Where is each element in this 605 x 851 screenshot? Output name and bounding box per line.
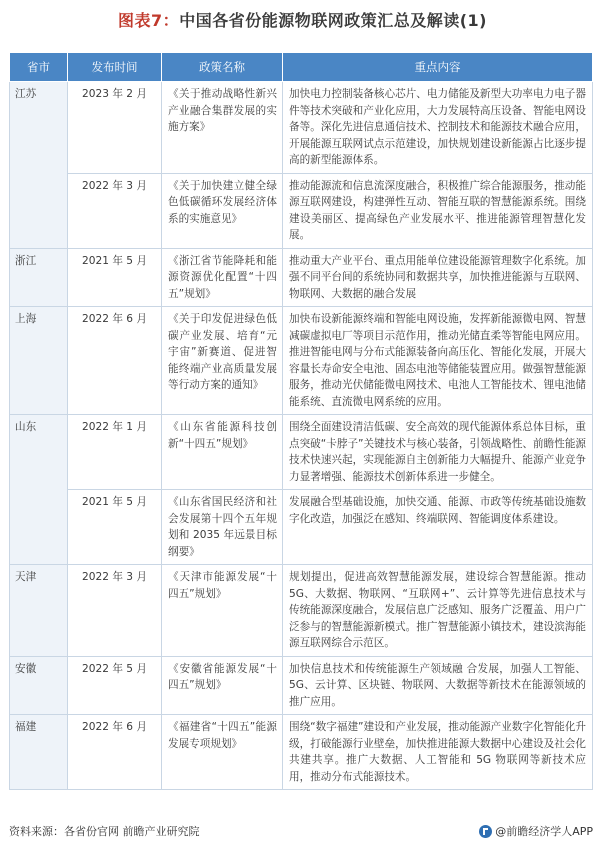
date-cell: 2021 年 5 月 [68, 248, 162, 307]
figure-title-text: 中国各省份能源物联网政策汇总及解读(1) [179, 11, 487, 30]
brand-text: @前瞻经济学人APP [495, 825, 593, 838]
content-cell: 加快布设新能源终端和智能电网设施，发挥新能源微电网、智慧减碳虚拟电厂等项目示范作用，推动光储直柔等智能电网应用。推进智能电网与分布式能源装备向高压化、智能化发展，开展大容量长寿命安全电池、固态电池等储能装置应用。做强智慧能源服务，推动光伏储能微电网技术、电池人工智能技术、锂电池储能系统、直流微电网系统的应用。 [283, 307, 593, 415]
province-cell: 山东 [10, 415, 68, 565]
date-cell: 2023 年 2 月 [68, 82, 162, 174]
table-header-row [10, 53, 593, 82]
content-cell: 围绕“数字福建”建设和产业发展，推动能源产业数字化智能化升级，打破能源行业壁垒，加快推进能源大数据中心建设及社会化共建共享。推广大数据、人工智能和 5G 物联网等新技术应用，推动分布式能源技术。 [283, 715, 593, 790]
table-row [10, 82, 593, 174]
table-row [10, 415, 593, 490]
province-cell: 安徽 [10, 656, 68, 715]
table-row [10, 565, 593, 657]
province-cell: 江苏 [10, 82, 68, 249]
figure-title [0, 8, 605, 31]
brand-credit [479, 823, 593, 839]
content-cell: 加快信息技术和传统能源生产领域融 合发展，加强人工智能、5G、云计算、区块链、物联网、大数据等新技术在能源领域的推广应用。 [283, 656, 593, 715]
province-cell: 天津 [10, 565, 68, 657]
table-row [10, 248, 593, 307]
table-row [10, 656, 593, 715]
date-cell: 2022 年 5 月 [68, 656, 162, 715]
header-date: 发布时间 [68, 53, 162, 82]
policy-name-cell: 《关于推动战略性新兴产业融合集群发展的实施方案》 [162, 82, 283, 174]
header-policy: 政策名称 [162, 53, 283, 82]
date-cell: 2022 年 3 月 [68, 565, 162, 657]
header-province: 省市 [10, 53, 68, 82]
policy-name-cell: 《关于印发促进绿色低碳产业发展、培育“元宇宙”新赛道、促进智能终端产业高质量发展等行动方案的通知》 [162, 307, 283, 415]
policy-table [9, 52, 593, 790]
source-note: 资料来源：各省份官网 前瞻产业研究院 [9, 825, 200, 838]
date-cell: 2022 年 1 月 [68, 415, 162, 490]
table-row [10, 715, 593, 790]
policy-name-cell: 《山东省能源科技创新“十四五”规划》 [162, 415, 283, 490]
content-cell: 规划提出，促进高效智慧能源发展，建设综合智慧能源。推动 5G、大数据、物联网、“互联网+”、云计算等先进信息技术与传统能源深度融合，发展信息广泛感知、服务广泛覆盖、用户广泛参与的智慧能源新模式。推广智慧能源小镇技术，建设滨海能源互联网综合示范区。 [283, 565, 593, 657]
content-cell: 加快电力控制装备核心芯片、电力储能及新型大功率电力电子器件等技术突破和产业化应用，大力发展特高压设备、智能电网设备等。深化先进信息通信技术、控制技术和能源技术融合应用，开展能源互联网试点示范建设，加快规划建设新能源占比逐步提高的新型能源体系。 [283, 82, 593, 174]
table-row [10, 173, 593, 248]
content-cell: 围绕全面建设清洁低碳、安全高效的现代能源体系总体目标，重点突破“卡脖子”关键技术与核心装备，引领战略性、前瞻性能源技术快速兴起，实现能源自主创新能力大幅提升、能源产业竞争力显著增强、能源技术创新体系进一步健全。 [283, 415, 593, 490]
qianzhan-logo-icon [479, 825, 492, 838]
table-body [10, 82, 593, 790]
date-cell: 2022 年 6 月 [68, 715, 162, 790]
province-cell: 浙江 [10, 248, 68, 307]
content-cell: 推动重大产业平台、重点用能单位建设能源管理数字化系统。加强不同平台间的系统协同和数据共享，加快推进能源与互联网、物联网、大数据的融合发展 [283, 248, 593, 307]
header-content: 重点内容 [283, 53, 593, 82]
content-cell: 推动能源流和信息流深度融合，积极推广综合能源服务，推动能源互联网建设，构建弹性互动、智能互联的智慧能源系统。围绕建设美丽区、提高绿色产业发展水平、推进能源管理智慧化发展。 [283, 173, 593, 248]
policy-name-cell: 《关于加快建立健全绿色低碳循环发展经济体系的实施意见》 [162, 173, 283, 248]
table-row [10, 490, 593, 565]
province-cell: 福建 [10, 715, 68, 790]
figure-title-prefix: 图表7： [118, 11, 180, 30]
policy-name-cell: 《福建省“十四五”能源发展专项规划》 [162, 715, 283, 790]
content-cell: 发展融合型基础设施，加快交通、能源、市政等传统基础设施数字化改造，加强泛在感知、终端联网、智能调度体系建设。 [283, 490, 593, 565]
date-cell: 2022 年 3 月 [68, 173, 162, 248]
policy-name-cell: 《浙江省节能降耗和能源资源优化配置“十四五”规划》 [162, 248, 283, 307]
policy-name-cell: 《安徽省能源发展“十四五”规划》 [162, 656, 283, 715]
date-cell: 2022 年 6 月 [68, 307, 162, 415]
date-cell: 2021 年 5 月 [68, 490, 162, 565]
table-row [10, 307, 593, 415]
province-cell: 上海 [10, 307, 68, 415]
policy-name-cell: 《山东省国民经济和社会发展第十四个五年规划和 2035 年远景目标纲要》 [162, 490, 283, 565]
policy-name-cell: 《天津市能源发展“十四五”规划》 [162, 565, 283, 657]
